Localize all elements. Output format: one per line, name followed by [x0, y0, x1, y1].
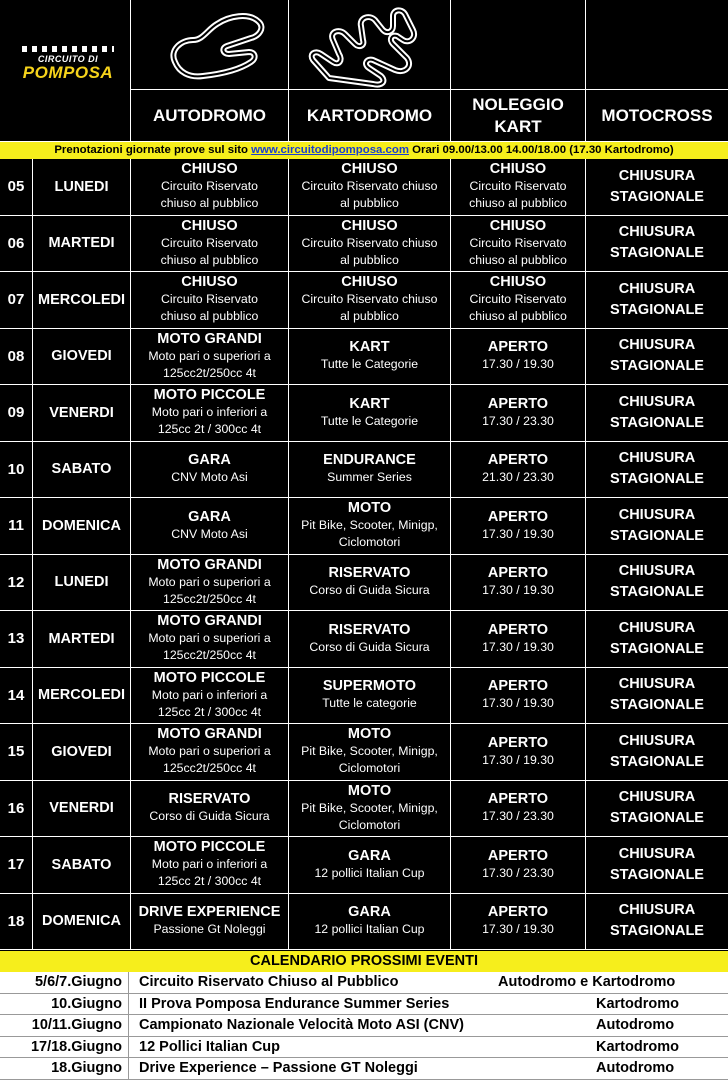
motocross-cell: [586, 781, 728, 837]
kartodromo-cell: [289, 159, 451, 215]
motocross-status: CHIUSURA STAGIONALE: [610, 506, 704, 544]
weekday: [33, 159, 131, 215]
day-number-text: 09: [7, 404, 25, 422]
table-row: [0, 894, 728, 951]
autodromo-status: DRIVE EXPERIENCE: [138, 904, 281, 921]
banner-suffix: Orari 09.00/13.00 14.00/18.00 (17.30 Kartodromo): [408, 144, 674, 156]
day-number-text: 06: [7, 234, 25, 252]
motocross-cell: [586, 329, 728, 385]
noleggio-status: CHIUSO: [489, 274, 547, 291]
noleggio-status: APERTO: [487, 678, 549, 695]
motocross-icon-cell: [586, 0, 728, 90]
motocross-cell: [586, 159, 728, 215]
day-number-text: 12: [7, 573, 25, 591]
table-row: [0, 159, 728, 216]
kartodromo-status: CHIUSO: [341, 217, 398, 234]
day-number: [0, 724, 33, 780]
autodromo-cell: [131, 837, 289, 893]
kartodromo-cell: [289, 837, 451, 893]
motocross-status: CHIUSURA STAGIONALE: [610, 337, 704, 375]
autodromo-detail: Circuito Riservato chiuso al pubblico: [160, 179, 259, 211]
kartodromo-detail: Pit Bike, Scooter, Minigp, Ciclomotori: [301, 800, 438, 832]
weekday: [33, 498, 131, 554]
noleggio-detail: Circuito Riservato chiuso al pubblico: [469, 179, 567, 211]
weekday: [33, 837, 131, 893]
motocross-status: CHIUSURA STAGIONALE: [610, 619, 704, 657]
kartodromo-status: MOTO: [347, 500, 392, 517]
kartodromo-cell: [289, 555, 451, 611]
motocross-cell: [586, 442, 728, 498]
autodromo-detail: Circuito Riservato chiuso al pubblico: [160, 235, 259, 267]
noleggio-detail: 17.30 / 19.30: [482, 922, 554, 937]
kartodromo-icon-cell: [289, 0, 451, 90]
kartodromo-detail: Tutte le categorie: [322, 696, 417, 711]
autodromo-detail: Circuito Riservato chiuso al pubblico: [160, 292, 259, 324]
table-row: [0, 272, 728, 329]
noleggio-status: APERTO: [487, 339, 549, 356]
day-number: [0, 837, 33, 893]
noleggio-status: APERTO: [487, 452, 549, 469]
weekday-text: GIOVEDI: [51, 348, 112, 365]
day-number-text: 05: [7, 178, 25, 196]
autodromo-cell: [131, 498, 289, 554]
weekday-text: DOMENICA: [42, 913, 121, 930]
noleggio-cell: [451, 329, 586, 385]
noleggio-detail: Circuito Riservato chiuso al pubblico: [469, 235, 567, 267]
motocross-status: CHIUSURA STAGIONALE: [610, 676, 704, 714]
day-number: [0, 272, 33, 328]
event-venue: Autodromo e Kartodromo: [498, 974, 676, 990]
kartodromo-detail: Summer Series: [327, 470, 412, 485]
day-number-text: 07: [7, 291, 25, 309]
kartodromo-detail: Pit Bike, Scooter, Minigp, Ciclomotori: [301, 744, 438, 776]
autodromo-detail: CNV Moto Asi: [171, 526, 248, 541]
noleggio-detail: 17.30 / 19.30: [482, 526, 554, 541]
noleggio-detail: 17.30 / 23.30: [482, 809, 554, 824]
kartodromo-detail: Tutte le Categorie: [320, 413, 419, 428]
motocross-cell: [586, 668, 728, 724]
kartodromo-header: KARTODROMO: [289, 90, 451, 142]
autodromo-detail: Moto pari o superiori a 125cc2t/250cc 4t: [148, 744, 271, 776]
day-number: [0, 329, 33, 385]
autodromo-cell: [131, 555, 289, 611]
weekday-text: MARTEDI: [48, 630, 115, 647]
autodromo-detail: Moto pari o inferiori a 125cc 2t / 300cc 4t: [151, 687, 268, 719]
day-number: [0, 894, 33, 950]
kartodromo-cell: [289, 498, 451, 554]
autodromo-cell: [131, 272, 289, 328]
kartodromo-status: GARA: [348, 904, 391, 921]
noleggio-detail: 17.30 / 23.30: [482, 865, 554, 880]
day-number-text: 18: [7, 912, 25, 930]
weekday-text: SABATO: [51, 856, 112, 873]
autodromo-header: AUTODROMO: [131, 90, 289, 142]
day-number-text: 17: [7, 856, 25, 874]
weekday-text: VENERDI: [49, 800, 114, 817]
kartodromo-detail: Pit Bike, Scooter, Minigp, Ciclomotori: [301, 518, 438, 550]
day-number: [0, 781, 33, 837]
calendar-list: [0, 972, 728, 1080]
autodromo-detail: Corso di Guida Sicura: [149, 809, 270, 824]
kartodromo-cell: [289, 894, 451, 950]
day-number-text: 15: [7, 743, 25, 761]
day-number: [0, 498, 33, 554]
noleggio-detail: 17.30 / 19.30: [482, 696, 554, 711]
day-number-text: 08: [7, 347, 25, 365]
autodromo-status: CHIUSO: [181, 161, 238, 178]
kartodromo-cell: [289, 781, 451, 837]
noleggio-cell: [451, 724, 586, 780]
weekday-text: MARTEDI: [48, 235, 115, 252]
noleggio-detail: 17.30 / 19.30: [482, 752, 554, 767]
table-row: [0, 611, 728, 668]
weekday: [33, 724, 131, 780]
weekday-text: SABATO: [51, 461, 112, 478]
autodromo-cell: [131, 329, 289, 385]
weekday: [33, 668, 131, 724]
kartodromo-detail: Circuito Riservato chiuso al pubblico: [301, 179, 438, 211]
autodromo-status: MOTO PICCOLE: [153, 669, 266, 686]
motocross-cell: [586, 216, 728, 272]
website-link[interactable]: www.circuitodipomposa.com: [251, 144, 409, 156]
autodromo-status: CHIUSO: [181, 274, 238, 291]
autodromo-track-icon: [131, 0, 289, 90]
weekday: [33, 385, 131, 441]
noleggio-status: APERTO: [487, 621, 549, 638]
noleggio-status: APERTO: [487, 565, 549, 582]
noleggio-detail: 17.30 / 23.30: [482, 413, 554, 428]
kartodromo-status: MOTO: [347, 726, 392, 743]
table-row: [0, 781, 728, 838]
autodromo-status: MOTO GRANDI: [157, 726, 262, 743]
day-number-text: 14: [7, 686, 25, 704]
weekday: [33, 442, 131, 498]
autodromo-detail: Moto pari o inferiori a 125cc 2t / 300cc 4t: [151, 857, 268, 889]
noleggio-status: CHIUSO: [489, 217, 547, 234]
event-date: 10/11.Giugno: [0, 1015, 129, 1036]
calendar-event: [0, 972, 728, 994]
calendar-event: [0, 1015, 728, 1037]
kartodromo-cell: [289, 272, 451, 328]
event-venue: Autodromo: [596, 1060, 675, 1077]
day-number-text: 11: [8, 517, 24, 535]
autodromo-status: MOTO GRANDI: [157, 556, 262, 573]
table-row: [0, 724, 728, 781]
kartodromo-status: MOTO: [347, 782, 392, 799]
day-number-text: 10: [7, 460, 25, 478]
motocross-cell: [586, 894, 728, 950]
table-row: [0, 329, 728, 386]
noleggio-cell: [451, 837, 586, 893]
noleggio-cell: [451, 894, 586, 950]
motocross-cell: [586, 385, 728, 441]
day-number: [0, 442, 33, 498]
logo-top-text: CIRCUITO DI: [37, 54, 99, 64]
autodromo-cell: [131, 724, 289, 780]
table-row: [0, 216, 728, 273]
motocross-cell: [586, 555, 728, 611]
logo-bottom-text: POMPOSA: [22, 63, 114, 82]
noleggio-cell: [451, 668, 586, 724]
noleggio-cell: [451, 498, 586, 554]
noleggio-cell: [451, 385, 586, 441]
motocross-status: CHIUSURA STAGIONALE: [610, 450, 704, 488]
kartodromo-status: SUPERMOTO: [322, 678, 417, 695]
kartodromo-detail: Corso di Guida Sicura: [309, 639, 430, 654]
noleggio-cell: [451, 781, 586, 837]
event-name: 12 Pollici Italian Cup: [139, 1038, 281, 1055]
motocross-cell: [586, 724, 728, 780]
autodromo-cell: [131, 781, 289, 837]
noleggio-cell: [451, 555, 586, 611]
weekday-text: DOMENICA: [42, 517, 121, 534]
kartodromo-detail: 12 pollici Italian Cup: [314, 865, 425, 880]
event-venue: Kartodromo: [596, 1038, 679, 1055]
noleggio-status: APERTO: [487, 508, 549, 525]
autodromo-cell: [131, 216, 289, 272]
kartodromo-detail: Corso di Guida Sicura: [309, 583, 430, 598]
kartodromo-status: KART: [349, 395, 390, 412]
autodromo-detail: Passione Gt Noleggi: [153, 922, 266, 937]
event-date: 17/18.Giugno: [0, 1037, 129, 1058]
kartodromo-cell: [289, 668, 451, 724]
table-row: [0, 442, 728, 499]
noleggio-status: APERTO: [487, 791, 549, 808]
autodromo-cell: [131, 611, 289, 667]
autodromo-detail: Moto pari o superiori a 125cc2t/250cc 4t: [148, 574, 271, 606]
autodromo-cell: [131, 385, 289, 441]
noleggio-detail: 17.30 / 19.30: [482, 583, 554, 598]
autodromo-status: MOTO GRANDI: [157, 330, 262, 347]
weekday: [33, 216, 131, 272]
banner-prefix: Prenotazioni giornate prove sul sito: [54, 144, 252, 156]
kartodromo-status: KART: [349, 339, 390, 356]
kartodromo-status: RISERVATO: [328, 621, 411, 638]
weekday-text: LUNEDI: [54, 574, 109, 591]
day-number-text: 13: [7, 630, 25, 648]
kartodromo-track-icon: [289, 0, 451, 90]
table-row: [0, 498, 728, 555]
motocross-status: CHIUSURA STAGIONALE: [610, 563, 704, 601]
autodromo-cell: [131, 894, 289, 950]
weekday: [33, 611, 131, 667]
header: [0, 0, 728, 142]
day-number: [0, 555, 33, 611]
logo-cell: [0, 0, 131, 142]
calendar-event: [0, 994, 728, 1016]
table-row: [0, 837, 728, 894]
kartodromo-status: CHIUSO: [341, 274, 398, 291]
day-number: [0, 611, 33, 667]
table-row: [0, 385, 728, 442]
weekday: [33, 329, 131, 385]
calendar-event: [0, 1037, 728, 1059]
autodromo-status: CHIUSO: [181, 217, 238, 234]
motocross-status: CHIUSURA STAGIONALE: [610, 732, 704, 770]
autodromo-detail: Moto pari o superiori a 125cc2t/250cc 4t: [148, 631, 271, 663]
day-number-text: 16: [7, 799, 25, 817]
autodromo-detail: Moto pari o inferiori a 125cc 2t / 300cc 4t: [151, 405, 268, 437]
day-number: [0, 385, 33, 441]
autodromo-detail: CNV Moto Asi: [171, 470, 248, 485]
weekday-text: LUNEDI: [54, 178, 109, 195]
event-name: II Prova Pomposa Endurance Summer Series: [139, 995, 450, 1012]
autodromo-cell: [131, 442, 289, 498]
autodromo-status: MOTO PICCOLE: [153, 387, 266, 404]
motocross-cell: [586, 837, 728, 893]
kartodromo-cell: [289, 442, 451, 498]
event-name: Circuito Riservato Chiuso al Pubblico: [139, 974, 399, 990]
kartodromo-detail: Circuito Riservato chiuso al pubblico: [301, 235, 438, 267]
table-row: [0, 668, 728, 725]
kartodromo-cell: [289, 385, 451, 441]
day-number: [0, 668, 33, 724]
autodromo-status: GARA: [188, 508, 231, 525]
day-number: [0, 159, 33, 215]
kartodromo-cell: [289, 216, 451, 272]
autodromo-status: GARA: [188, 452, 231, 469]
noleggio-cell: [451, 442, 586, 498]
noleggio-header: NOLEGGIO KART: [451, 90, 586, 142]
kartodromo-detail: Tutte le Categorie: [320, 357, 419, 372]
noleggio-status: APERTO: [487, 904, 549, 921]
noleggio-detail: 17.30 / 19.30: [482, 357, 554, 372]
autodromo-status: RISERVATO: [168, 791, 251, 808]
table-row: [0, 555, 728, 612]
day-number: [0, 216, 33, 272]
motocross-status: CHIUSURA STAGIONALE: [610, 280, 704, 318]
kartodromo-status: GARA: [348, 847, 391, 864]
motocross-cell: [586, 272, 728, 328]
event-date: 18.Giugno: [0, 1058, 129, 1079]
event-name: Drive Experience – Passione GT Noleggi: [139, 1060, 418, 1077]
noleggio-detail: Circuito Riservato chiuso al pubblico: [469, 292, 567, 324]
kartodromo-status: ENDURANCE: [323, 452, 416, 469]
kartodromo-status: RISERVATO: [328, 565, 411, 582]
calendar-title: CALENDARIO PROSSIMI EVENTI: [0, 951, 728, 972]
motocross-status: CHIUSURA STAGIONALE: [610, 224, 704, 262]
kartodromo-status: CHIUSO: [341, 161, 398, 178]
motocross-status: CHIUSURA STAGIONALE: [610, 393, 704, 431]
noleggio-cell: [451, 216, 586, 272]
motocross-cell: [586, 498, 728, 554]
kartodromo-cell: [289, 611, 451, 667]
weekday-text: MERCOLEDI: [38, 291, 125, 308]
motocross-status: CHIUSURA STAGIONALE: [610, 167, 704, 205]
booking-banner: [0, 142, 728, 159]
autodromo-detail: Moto pari o superiori a 125cc2t/250cc 4t: [148, 348, 271, 380]
circuit-logo-icon: [12, 46, 124, 83]
noleggio-status: APERTO: [487, 734, 549, 751]
autodromo-cell: [131, 159, 289, 215]
event-venue: Autodromo: [596, 1017, 675, 1034]
weekday: [33, 555, 131, 611]
noleggio-detail: 17.30 / 19.30: [482, 639, 554, 654]
kartodromo-cell: [289, 724, 451, 780]
weekday: [33, 894, 131, 950]
event-date: 5/6/7.Giugno: [0, 972, 129, 993]
kartodromo-cell: [289, 329, 451, 385]
noleggio-status: APERTO: [487, 847, 549, 864]
calendar-event: [0, 1058, 728, 1080]
weekday-text: GIOVEDI: [51, 743, 112, 760]
noleggio-cell: [451, 611, 586, 667]
noleggio-icon-cell: [451, 0, 586, 90]
weekday: [33, 781, 131, 837]
autodromo-icon-cell: [131, 0, 289, 90]
weekday-text: VENERDI: [49, 404, 114, 421]
event-venue: Kartodromo: [596, 995, 679, 1012]
kartodromo-detail: 12 pollici Italian Cup: [314, 922, 425, 937]
motocross-status: CHIUSURA STAGIONALE: [610, 845, 704, 883]
noleggio-cell: [451, 272, 586, 328]
weekday-text: MERCOLEDI: [38, 687, 125, 704]
autodromo-status: MOTO GRANDI: [157, 613, 262, 630]
noleggio-status: CHIUSO: [489, 161, 547, 178]
motocross-status: CHIUSURA STAGIONALE: [610, 789, 704, 827]
event-name: Campionato Nazionale Velocità Moto ASI (CNV): [139, 1017, 464, 1034]
autodromo-status: MOTO PICCOLE: [153, 839, 266, 856]
noleggio-status: APERTO: [487, 395, 549, 412]
weekday: [33, 272, 131, 328]
noleggio-cell: [451, 159, 586, 215]
motocross-cell: [586, 611, 728, 667]
kartodromo-detail: Circuito Riservato chiuso al pubblico: [301, 292, 438, 324]
motocross-status: CHIUSURA STAGIONALE: [610, 902, 704, 940]
autodromo-cell: [131, 668, 289, 724]
noleggio-detail: 21.30 / 23.30: [482, 470, 554, 485]
motocross-header: MOTOCROSS: [586, 90, 728, 142]
event-date: 10.Giugno: [0, 994, 129, 1015]
